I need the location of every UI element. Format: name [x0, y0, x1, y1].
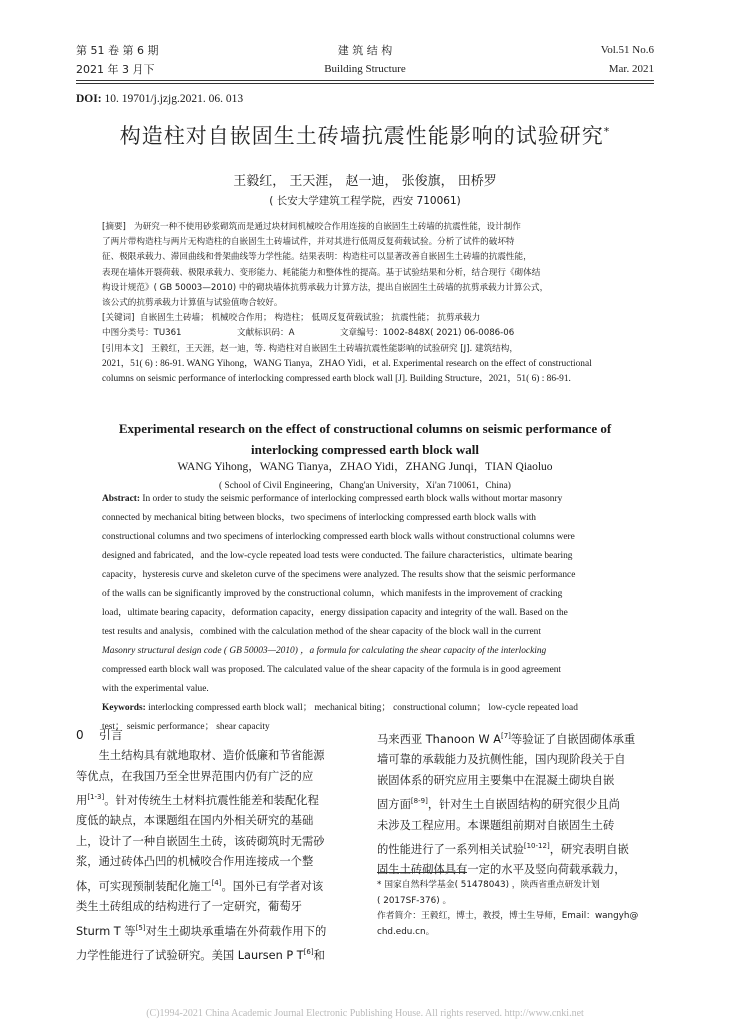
body-text: 度低的缺点，本课题组在国内外相关研究的基础 [76, 814, 314, 828]
abstract-cn-line: 了两片带构造柱与两片无构造柱的自嵌固生土砖墙试件，并对其进行低周反复荷载试验。分析了试件的破坏特 [102, 237, 515, 248]
body-text: 。针对传统生土材料抗震性能差和装配化程 [104, 793, 319, 807]
keywords-cn [102, 311, 658, 326]
abstract-cn-label: [摘要] [102, 222, 126, 232]
abstract-cn-line: 该公式的抗剪承载力计算值与试验值吻合较好。 [102, 298, 283, 309]
affiliation-en: ( School of Civil Engineering，Chang'an University，Xi'an 710061，China) [219, 481, 511, 491]
footnote [377, 878, 667, 940]
clc-label: 中图分类号： [102, 328, 154, 339]
body-line [377, 726, 657, 750]
abstract-en-line: test results and analysis，combined with the calculation method of the shear capacity of the block wall in the current [102, 627, 541, 637]
body-line [377, 750, 657, 771]
body-line [76, 873, 356, 897]
keywords-cn-text: 自嵌固生土砖墙； 机械咬合作用； 构造柱； 低周反复荷载试验； 抗震性能； 抗剪承载力 [139, 313, 481, 324]
body-text: 等优点，在我国乃至全世界范围内仍有广泛的应 [76, 769, 314, 783]
abstract-en-line: load，ultimate bearing capacity，deformation capacity，energy dissipation capacity and integrity of the wall. Based on the [102, 608, 568, 618]
citation [102, 342, 658, 357]
citation-ref: [4] [211, 878, 222, 887]
body-text: 固生土砖砌体具有一定的水平及竖向荷载承载力， [377, 863, 626, 877]
journal-en: Building Structure [324, 63, 406, 75]
body-line [76, 746, 356, 767]
body-line [377, 771, 657, 792]
citation-label: [引用本文] [102, 343, 144, 354]
keywords-en-label: Keywords: [102, 703, 146, 713]
abstract-cn [102, 220, 658, 387]
section-heading [76, 726, 123, 743]
volume-en: Vol.51 No.6 [600, 44, 654, 56]
body-text: Sturm T 等 [76, 924, 136, 938]
abstract-cn-line: 表现在墙体开裂荷载、极限承载力、变形能力、耗能能力和整体性的提高。基于试验结果和分析，结合现行《砌体结 [102, 267, 541, 278]
body-text: ，针对生土自嵌固结构的研究很少且尚 [427, 798, 620, 812]
body-text: 类生土砖组成的结构进行了一定研究，葡萄牙 [76, 900, 302, 914]
article-label: 文章编号： [339, 328, 383, 339]
body-text: 和 [313, 948, 325, 962]
body-line [76, 942, 356, 966]
date-en: Mar. 2021 [608, 63, 654, 75]
body-text: 未涉及工程应用。本课题组前期对自嵌固生土砖 [377, 818, 615, 832]
abstract-en [102, 490, 627, 737]
right-column [377, 726, 657, 881]
body-text: 力学性能进行了试验研究。美国 Laursen P T [76, 948, 304, 962]
footnote-rule [377, 872, 467, 873]
body-text: 体，可实现预制装配化施工 [76, 879, 212, 893]
abstract-en-line: of the walls can be significantly improved by the constructional column，which manifests in the improvement of cracking [102, 589, 563, 599]
abstract-en-line: with the experimental value. [102, 684, 209, 694]
left-column [76, 746, 356, 966]
doc-label: 文献标识码： [237, 328, 289, 339]
abstract-en-label: Abstract: [102, 494, 141, 504]
abstract-cn-line: 征、极限承载力、滞回曲线和骨架曲线等力学性能。结果表明：构造柱可以显著改善自嵌固生土砖墙的抗震性能， [102, 252, 532, 263]
citation-ref: [10-12] [523, 842, 550, 851]
abstract-en-line [102, 490, 627, 509]
keywords-en-text: interlocking compressed earth block wall； mechanical biting； constructional column； low-cycle repeated load [148, 703, 578, 713]
abstract-en-line: designed and fabricated，and the low-cycle repeated load tests were conducted. The failure characteristics，ultimate bearing [102, 551, 573, 561]
body-text: 等验证了自嵌固砌体承重 [510, 732, 636, 746]
body-line [76, 832, 356, 853]
body-line [76, 918, 356, 942]
volume-cn: 第 51 卷 第 6 期 [76, 44, 159, 57]
title-en-line: interlocking compressed earth block wall [251, 442, 479, 457]
body-text: 固方面 [377, 798, 411, 812]
date-cn: 2021 年 3 月下 [76, 63, 155, 76]
abstract-en-text: In order to study the seismic performance of interlocking compressed earth block walls without mortar masonry [142, 494, 563, 504]
body-text: 马来西亚 Thanoon W A [377, 732, 501, 746]
citation-line: 2021，51( 6) : 86-91. WANG Yihong，WANG Tianya，ZHAO Yidi，et al. Experimental research on the effect of constructional [102, 358, 592, 369]
citation-ref: [5] [135, 923, 146, 932]
article-value: 1002-848X( 2021) 06-0086-06 [382, 328, 515, 339]
body-text: ，研究表明自嵌 [549, 842, 629, 856]
citation-ref: [6] [303, 947, 314, 956]
citation-ref: [7] [501, 732, 511, 740]
body-text: 墙可靠的承载能力及抗侧性能，国内现阶段关于自 [377, 753, 626, 767]
body-text: 用 [76, 793, 88, 807]
body-line [76, 811, 356, 832]
abstract-cn-line [102, 220, 658, 235]
body-text: 。国外已有学者对该 [221, 879, 324, 893]
body-line [76, 897, 356, 918]
footnote-fund-2: ( 2017SF-376) 。 [377, 895, 452, 906]
title-fund-mark: * [603, 125, 611, 138]
keywords-en [102, 699, 627, 718]
footnote-author-2: chd.edu.cn。 [377, 926, 435, 937]
footnote-fund: * 国家自然科学基金( 51478043) ，陕西省重点研发计划 [377, 880, 600, 890]
doi-label: DOI: [76, 93, 102, 105]
abstract-en-line: capacity，hysteresis curve and skeleton curve of the specimens were analyzed. The results show that the seismic performance [102, 570, 576, 580]
clc-value: TU361 [153, 328, 182, 339]
citation-ref: [8-9] [410, 797, 428, 806]
journal-cn: 建 筑 结 构 [337, 44, 393, 57]
page-title [40, 120, 690, 150]
footnote-author: 作者简介：王毅红，博士，教授，博士生导师，Email：wangyh@ [377, 911, 639, 921]
keywords-en-line: test； seismic performance； shear capacity [102, 722, 270, 732]
body-line [377, 791, 657, 815]
citation-ref: [1-3] [87, 793, 105, 801]
copyright: (C)1994-2021 China Academic Journal Electronic Publishing House. All rights reserved. http://www.cnki.net [146, 1008, 584, 1019]
body-line [377, 816, 657, 837]
abstract-en-line: connected by mechanical biting between blocks，two specimens of interlocking compressed earth block walls with [102, 513, 536, 523]
keywords-cn-label: [关键词] [102, 313, 135, 324]
section-number: 0 [76, 728, 84, 742]
abstract-en-line: Masonry structural design code ( GB 50003—2010) ，a formula for calculating the shear capacity of the interlocking [102, 646, 547, 656]
abstract-cn-text: 为研究一种不使用砂浆砌筑而是通过块材间机械咬合作用连接的自嵌固生土砖墙的抗震性能，设计制作 [134, 222, 521, 232]
doi [76, 93, 243, 105]
body-text: 对生土砌块承重墙在外荷载作用下的 [145, 924, 327, 938]
abstract-en-line: constructional columns and two specimens of interlocking compressed earth block walls without constructional columns were [102, 532, 575, 542]
doi-value: 10. 19701/j.jzjg.2021. 06. 013 [104, 93, 244, 105]
authors-cn: 王毅红， 王天涯， 赵一迪， 张俊旗， 田桥罗 [233, 174, 497, 189]
classification [102, 326, 658, 341]
body-text: 浆，通过砖体凸凹的机械咬合作用连接成一个整 [76, 855, 314, 869]
section-title: 引言 [98, 728, 123, 742]
doc-value: A [288, 328, 295, 339]
title-en-line: Experimental research on the effect of constructional columns on seismic performance of [118, 421, 612, 436]
affiliation-cn: ( 长安大学建筑工程学院，西安 710061) [269, 195, 461, 207]
header-rule-bottom [76, 83, 654, 84]
body-line [76, 767, 356, 788]
citation-text: 王毅红，王天涯，赵一迪，等. 构造柱对自嵌固生土砖墙抗震性能影响的试验研究 [J]. 建筑结构， [151, 343, 518, 354]
body-line [76, 852, 356, 873]
body-text: 生土结构具有就地取材、造价低廉和节省能源 [76, 749, 325, 762]
body-line [377, 836, 657, 860]
title-cn: 构造柱对自嵌固生土砖墙抗震性能影响的试验研究 [119, 124, 604, 148]
citation-line: columns on seismic performance of interlocking compressed earth block wall [J]. Building Structure，2021，51( 6) : 86-91. [102, 374, 571, 385]
header-rule-top [76, 80, 654, 81]
abstract-en-line: compressed earth block wall was proposed. The calculated value of the shear capacity of the formula is in good agreement [102, 665, 562, 675]
abstract-cn-line: 构设计规范》( GB 50003—2010) 中的砌块墙体抗剪承载力计算方法，提出自嵌固生土砖墙的抗剪承载力计算公式， [102, 282, 549, 293]
body-text: 嵌固体系的研究应用主要集中在混凝土砌块自嵌 [377, 773, 615, 787]
body-text: 上，设计了一种自嵌固生土砖，该砖砌筑时无需砂 [76, 834, 325, 848]
body-text: 的性能进行了一系列相关试验 [377, 842, 524, 856]
title-en [90, 418, 640, 460]
body-line [76, 787, 356, 811]
authors-en: WANG Yihong，WANG Tianya，ZHAO Yidi，ZHANG Junqi，TIAN Qiaoluo [177, 461, 553, 473]
